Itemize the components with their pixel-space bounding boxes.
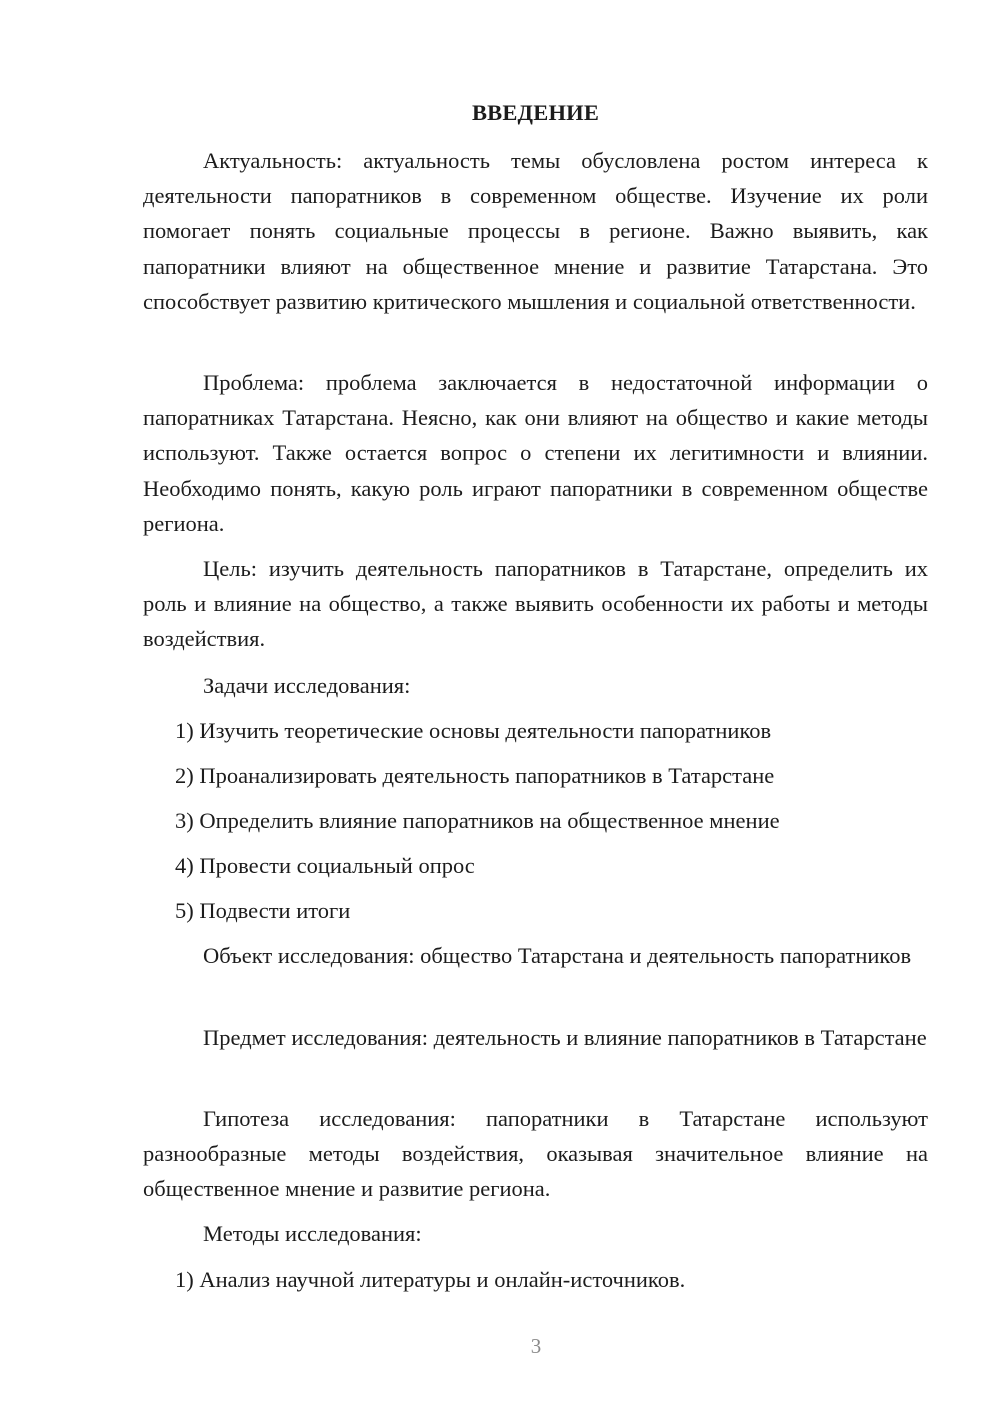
list-item: 1) Изучить теоретические основы деятельности папоратников: [175, 718, 772, 743]
list-item: 3) Определить влияние папоратников на общественное мнение: [175, 808, 780, 833]
relevance-paragraph: Актуальность: актуальность темы обусловлена ростом интереса к деятельности папоратников в современном обществе. Изучение их роли помогает понять социальные процессы в регионе. Важно выявить, как папоратники влияют на общественное мнение и развитие Татарстана. Это способствует развитию критического мышления и социальной ответственности.: [143, 148, 928, 314]
tasks-heading: Задачи исследования:: [203, 673, 411, 698]
object-paragraph: Объект исследования: общество Татарстана и деятельность папоратников: [203, 943, 912, 968]
problem-paragraph: Проблема: проблема заключается в недостаточной информации о папоратниках Татарстана. Неясно, как они влияют на общество и какие методы используют. Также остается вопрос о степени их легитимности и влиянии. Необходимо понять, какую роль играют папоратники в современном обществе региона.: [143, 370, 928, 536]
methods-heading: Методы исследования:: [203, 1221, 422, 1246]
goal-paragraph: Цель: изучить деятельность папоратников в Татарстане, определить их роль и влияние на общество, а также выявить особенности их работы и методы воздействия.: [143, 556, 928, 652]
hypothesis-paragraph: Гипотеза исследования: папоратники в Татарстане используют разнообразные методы воздействия, оказывая значительное влияние на общественное мнение и развитие региона.: [143, 1106, 928, 1202]
list-item: 4) Провести социальный опрос: [175, 853, 475, 878]
subject-paragraph: Предмет исследования: деятельность и влияние папоратников в Татарстане: [203, 1025, 927, 1050]
section-title: ВВЕДЕНИЕ: [471, 100, 600, 125]
list-item: 2) Проанализировать деятельность папоратников в Татарстане: [175, 763, 775, 788]
list-item: 5) Подвести итоги: [175, 898, 351, 923]
list-item: 1) Анализ научной литературы и онлайн-источников.: [175, 1267, 686, 1292]
page-number: 3: [530, 1334, 542, 1358]
